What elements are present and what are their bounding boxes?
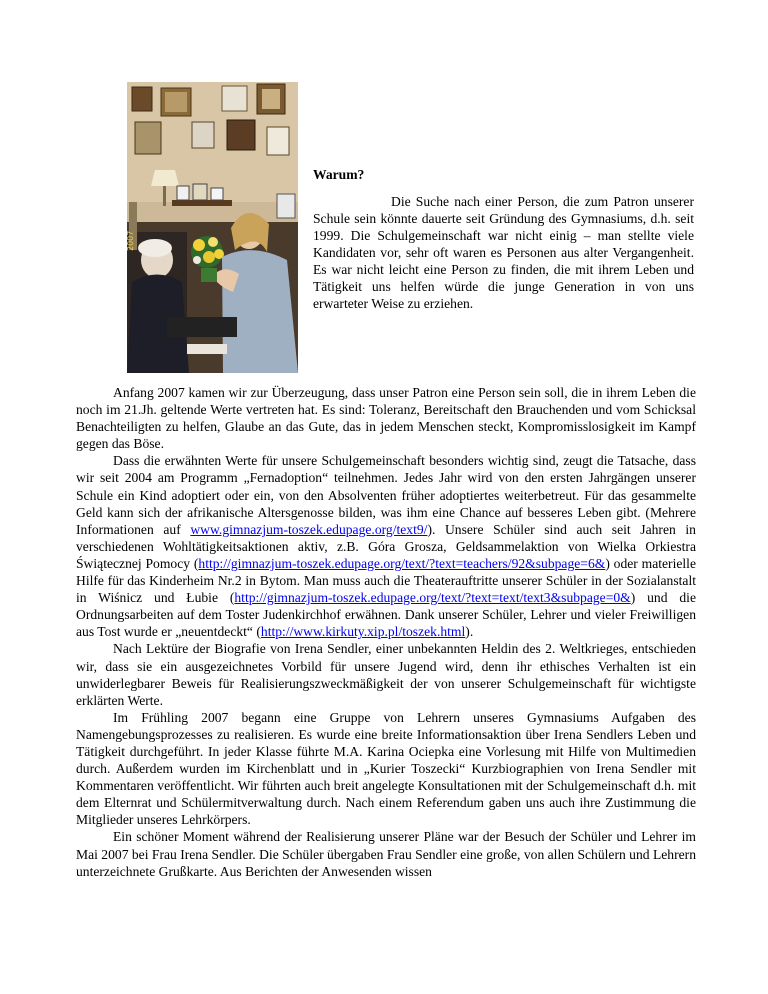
paragraph-2 bbox=[76, 452, 696, 640]
paragraph-5: Ein schöner Moment während der Realisierung unserer Pläne war der Besuch der Schüler und Lehrer im Mai 2007 bei Frau Irena Sendler. Die Schüler übergaben Frau Sendler eine große, von allen Schülern und Lehrern unterzeichnete Grußkarte. Aus Berichten der Anwesenden wissen bbox=[76, 829, 696, 879]
paragraph-2-text-1: Dass die erwähnten Werte für unsere Schulgemeinschaft besonders wichtig sind, zeugt die Tatsache, dass wir seit 2004 am Programm „Fernadoption“ teilnehmen. Jedes Jahr wird von den ersten Jahrgängen unserer Schule ein Kind adoptiert oder ein, von den Absolventen früher adoptiertes weiterbetreut. Für das gesammelte Geld kann sich der afrikanische Altersgenosse bilden, was ihm eine Chance auf besseres Leben gibt. (Mehrere Informationen auf bbox=[76, 453, 696, 537]
link-wosp[interactable]: http://gimnazjum-toszek.edupage.org/text/?text=teachers/92&subpage=6& bbox=[198, 555, 606, 571]
photo-visit-irena-sendler bbox=[127, 82, 298, 373]
photo-year-stamp: 2007 bbox=[126, 230, 135, 251]
link-theater[interactable]: http://gimnazjum-toszek.edupage.org/text/?text=text/text3&subpage=0& bbox=[234, 590, 631, 606]
paragraph-2-text-5: ). bbox=[465, 624, 474, 640]
paragraph-3: Nach Lektüre der Biografie von Irena Sendler, einer unbekannten Heldin des 2. Weltkrieges, entschieden wir, dass sie ein ausgezeichnetes Vorbild für unsere Jugend wird, denn ihr ethisches Verhalten ist ein unwiderlegbarer Beweis für Realisierungszweckmäßigkeit der von unserer Schulgemeinschaft für wichtigste erklärten Werte. bbox=[76, 641, 696, 708]
paragraph-2-text-2: ). Unsere Schüler sind auch seit Jahren in verschiedenen Wohltätigkeitsaktionen aktiv, z.B. Góra Grosza, Geldsammelaktion von Wielka Orkiestra Świątecznej Pomocy ( bbox=[76, 521, 696, 571]
section-heading: Warum? bbox=[313, 167, 365, 182]
paragraph-4: Im Frühling 2007 begann eine Gruppe von Lehrern unseres Gymnasiums Aufgaben des Namengebungsprozesses zu realisieren. Es wurde eine breite Informationsaktion über Irena Sendlers Leben und Tätigkeit durchgeführt. In jeder Klasse führte M.A. Karina Ociepka eine Vorlesung mit Hilfe von Multimedien durch. Außerdem wurden im Kirchenblatt und in „Kurier Toszecki“ Kurzbiographien von Irena Sendler mit Kommentaren veröffentlicht. Wir führten auch breit angelegte Konsultationen mit der Schulgemeinschaft d.h. mit dem Elternrat und Schülermitverwaltung durch. Nach einem Referendum gaben uns auch ihre Zustimmung die Mitglieder unseres Lehrkörpers. bbox=[76, 709, 696, 828]
link-kirkuty[interactable]: http://www.kirkuty.xip.pl/toszek.html bbox=[260, 624, 466, 640]
paragraph-2-text-3: ) oder materielle Hilfe für das Kinderheim Nr.2 in Bytom. Man muss auch die Theaterauftritte unserer Schüler in der Sozialanstalt in Wiśnicz und Łubie ( bbox=[76, 555, 696, 606]
paragraph-1: Anfang 2007 kamen wir zur Überzeugung, dass unser Patron eine Person sein soll, die in ihrem Leben die noch im 21.Jh. geltende Werte vertreten hat. Es sind: Toleranz, Bereitschaft den Brauchenden und vom Schicksal Benachteiligten zu helfen, Glaube an das Gute, das in jedem Menschen steckt, Kompromisslosigkeit im Kampf gegen das Böse. bbox=[76, 385, 696, 452]
photo-illustration bbox=[127, 82, 298, 373]
paragraph-2-text-4: ) und die Ordnungsarbeiten auf dem Toster Judenkirchhof erwähnen. Dank unserer Schüler, Lehrer und vieler Freiwilligen aus Tost wurde er „neuentdeckt“ ( bbox=[76, 590, 696, 640]
intro-section bbox=[313, 166, 694, 312]
link-fernadoption[interactable]: www.gimnazjum-toszek.edupage.org/text9/ bbox=[190, 521, 428, 537]
intro-paragraph: Die Suche nach einer Person, die zum Patron unserer Schule sein könnte dauerte seit Gründung des Gymnasiums, d.h. seit 1999. Die Schulgemeinschaft war nicht einig – man stellte viele Kandidaten vor, sehr oft waren es Personen aus alter Vergangenheit. Es war nicht leicht eine Person zu finden, die mit ihrem Leben und Tätigkeit uns helfen würde die junge Generation in von uns erwarteter Weise zu erziehen. bbox=[313, 194, 694, 311]
main-text bbox=[76, 384, 696, 880]
